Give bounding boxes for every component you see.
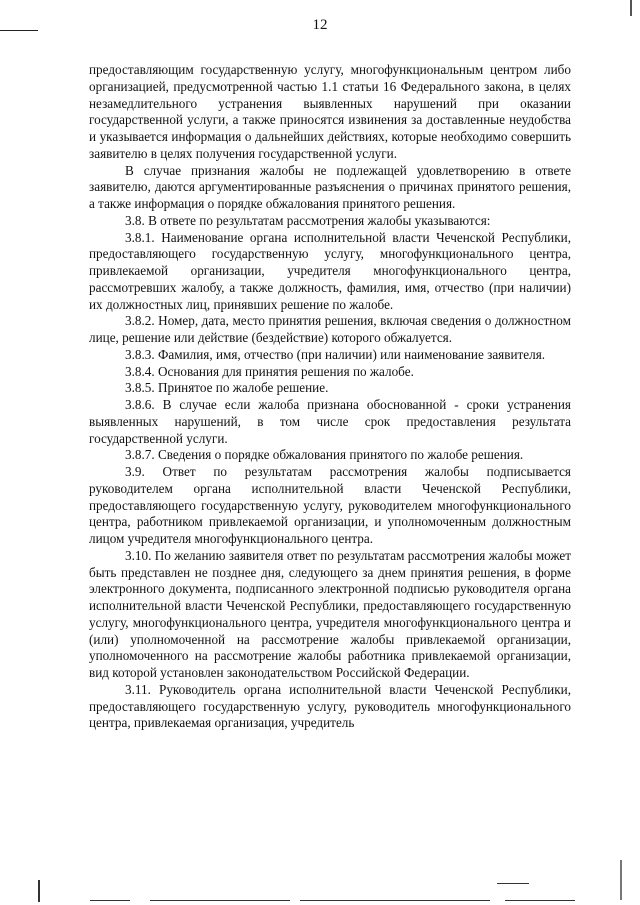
paragraph: 3.8.2. Номер, дата, место принятия решения, включая сведения о должностном лице, решение или действие (бездействие) которого обжалуется. — [89, 313, 571, 345]
scan-artifact-line — [505, 900, 575, 901]
paragraph: В случае признания жалобы не подлежащей удовлетворению в ответе заявителю, даются аргументированные разъяснения о причинах принятого решения, а также информация о порядке обжалования принятого решения. — [89, 162, 571, 211]
scan-artifact-line — [300, 900, 490, 901]
scan-artifact-line — [150, 900, 290, 901]
paragraph: 3.8. В ответе по результатам рассмотрения жалобы указываются: — [125, 212, 491, 228]
scan-artifact-mark — [620, 860, 622, 900]
paragraph: 3.8.4. Основания для принятия решения по жалобе. — [125, 363, 414, 379]
scan-artifact-mark — [38, 880, 40, 902]
paragraph: 3.8.7. Сведения о порядке обжалования принятого по жалобе решения. — [125, 447, 524, 463]
scan-artifact-line — [90, 900, 130, 901]
paragraph: 3.11. Руководитель органа исполнительной власти Чеченской Республики, предоставляющего государственную услугу, руководитель многофункционального центра, привлекаемая организация, учредитель — [89, 681, 571, 731]
paragraph: предоставляющим государственную услугу, многофункциональным центром либо организацией, предусмотренной частью 1.1 статьи 16 Федерального закона, в целях незамедлительного устранения выявленных нарушений при оказании государственной услуги, а также приносятся извинения за доставленные неудобства и указывается информация о дальнейших действиях, которые необходимо совершить заявителю в целях получения государственной услуги. — [89, 62, 571, 161]
paragraph: 3.9. Ответ по результатам рассмотрения жалобы подписывается руководителем органа исполнительной власти Чеченской Республики, предоставляющего государственную услугу, руководителем многофункционального центра, работником привлекаемой организации, и уполномоченным должностным лицом учредителя многофункционального центра. — [89, 464, 571, 546]
paragraph: 3.8.6. В случае если жалоба признана обоснованной - сроки устранения выявленных нарушений, в том числе срок предоставления результата государственной услуги. — [89, 397, 571, 446]
document-body — [89, 62, 571, 732]
page-number: 12 — [312, 17, 328, 33]
scan-artifact-line — [497, 883, 529, 884]
scan-artifact-mark — [630, 0, 632, 16]
paragraph: 3.8.3. Фамилия, имя, отчество (при наличии) или наименование заявителя. — [125, 346, 546, 362]
paragraph: 3.8.5. Принятое по жалобе решение. — [125, 380, 329, 396]
paragraph: 3.8.1. Наименование органа исполнительной власти Чеченской Республики, предоставляющего государственную услугу, многофункционального центра, привлекаемой организации, учредителя многофункционального центра, рассмотревших жалобу, а также должность, фамилия, имя, отчество (при наличии) их должностных лиц, принявших решение по жалобе. — [89, 229, 571, 312]
paragraph: 3.10. По желанию заявителя ответ по результатам рассмотрения жалобы может быть представлен не позднее дня, следующего за днем принятия решения, в форме электронного документа, подписанного электронной подписью руководителя органа исполнительной власти Чеченской Республики, предоставляющего государственную услугу, многофункционального центра, учредителя многофункционального центра и (или) уполномоченной на рассмотрение жалобы привлекаемой организации, уполномоченного на рассмотрение жалобы работника привлекаемой организации, вид которой установлен законодательством Российской Федерации. — [89, 547, 571, 680]
